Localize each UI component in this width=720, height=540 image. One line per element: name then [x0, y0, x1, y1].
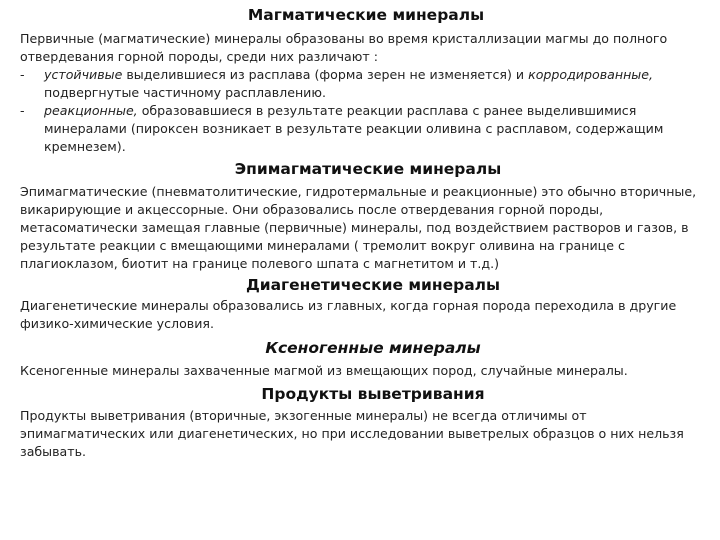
magmatic-minerals-heading: Магматические минералы — [247, 6, 485, 24]
weathering-paragraph: Продукты выветривания (вторичные, экзогенные минералы) не всегда отличимы от эпимагматических или диагенетических, но при исследовании выветрелых образцов о них нельзя забывать. — [20, 408, 684, 459]
diagenetic-paragraph: Диагенетические минералы образовались из главных, когда горная порода переходила в другие физико-химические условия. — [20, 298, 677, 331]
term-corroded: корродированные, — [528, 67, 653, 82]
list-item — [20, 66, 706, 102]
epimagmatic-minerals-heading: Эпимагматические минералы — [234, 160, 502, 178]
magmatic-minerals-list — [20, 66, 706, 156]
list-item-text: образовавшиеся в результате реакции расплава с ранее выделившимися минералами (пироксен возникает в результате реакции оливина с расплавом, содержащим кремнезем). — [44, 103, 664, 154]
weathering-products-heading: Продукты выветривания — [261, 385, 485, 403]
list-item-text: выделившиеся из расплава (форма зерен не изменяется) и — [122, 67, 529, 82]
xenogenic-paragraph: Ксеногенные минералы захваченные магмой из вмещающих пород, случайные минералы. — [20, 363, 628, 378]
list-item-text: подвергнутые частичному расплавлению. — [44, 85, 326, 100]
epimagmatic-paragraph: Эпимагматические (пневматолитические, гидротермальные и реакционные) это обычно вторичные, викарирующие и акцессорные. Они образовались после отвердевания горной породы, метасоматически замещая главные (первичные) минералы, под воздействием растворов и газов, в результате реакции с вмещающими минералами ( тремолит вокруг оливина на границе с плагиоклазом, биотит на границе полевого шпата с магнетитом и т.д.) — [20, 184, 697, 271]
term-reactive: реакционные, — [44, 103, 138, 118]
magmatic-intro-paragraph: Первичные (магматические) минералы образованы во время кристаллизации магмы до полного отвердевания горной породы, среди них различают : — [20, 31, 668, 64]
list-item — [20, 102, 706, 156]
diagenetic-minerals-heading: Диагенетические минералы — [245, 276, 501, 294]
list-dash: - — [20, 67, 25, 82]
list-dash: - — [20, 103, 25, 118]
xenogenic-minerals-heading: Ксеногенные минералы — [265, 339, 481, 357]
term-stable: устойчивые — [44, 67, 123, 82]
